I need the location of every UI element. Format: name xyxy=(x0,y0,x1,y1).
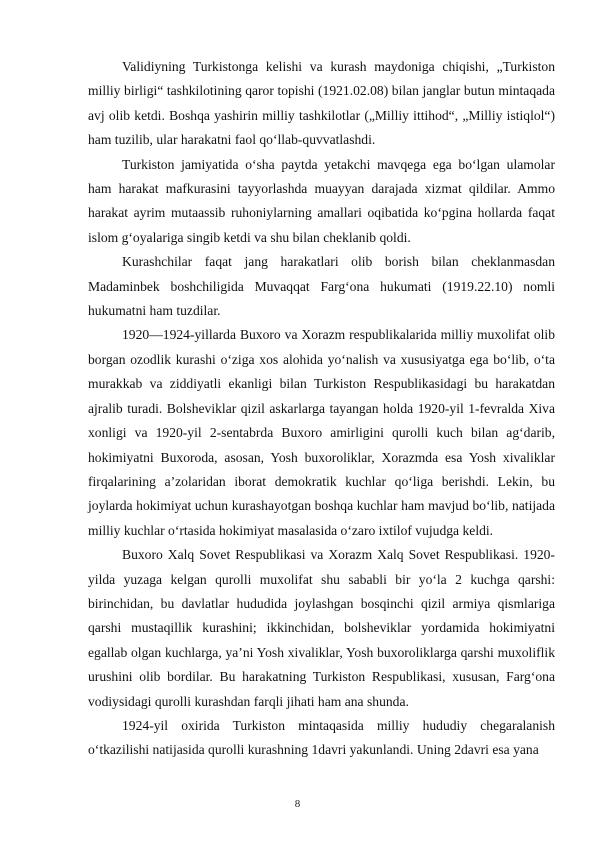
document-body xyxy=(88,55,555,763)
paragraph-xalq-sovet: Buxoro Xalq Sovet Respublikasi va Xorazm Xalq Sovet Respublikasi. 1920-yilda yuzaga kelgan qurolli muxolifat shu sababli bir yo‘la 2 kuchga qarshi: birinchidan, bu davlatlar hududida joylashgan bosqinchi qizil armiya qismlariga qarshi mustaqillik kurashini; ikkinchidan, bolsheviklar yordamida hokimiyatni egallab olgan kuchlarga, ya’ni Yosh xivaliklar, Yosh buxoroliklarga qarshi muxoliflik urushini olib bordilar. Bu harakatning Turkiston Respublikasi, xususan, Farg‘ona vodiysidagi qurolli kurashdan farqli jihati ham ana shunda. xyxy=(88,547,555,709)
paragraph-validiy: Validiyning Turkistonga kelishi va kurash maydoniga chiqishi, „Turkiston milliy birligi“ tashkilotining qaror topishi (1921.02.08) bilan janglar butun mintaqada avj olib ketdi. Boshqa yashirin milliy tashkilotlar („Milliy ittihod“, „Milliy istiqlol“) ham tuzilib, ular harakatni faol qo‘llab-quvvatlashdi. xyxy=(88,59,555,148)
paragraph-chegaralanish: 1924-yil oxirida Turkiston mintaqasida milliy hududiy chegaralanish o‘tkazilishi natijasida qurolli kurashning 1davri yakunlandi. Uning 2davri esa yana xyxy=(88,717,555,758)
page-number: 8 xyxy=(294,798,301,810)
paragraph-buxoro-xorazm: 1920—1924-yillarda Buxoro va Xorazm respublikalarida milliy muxolifat olib borgan ozodlik kurashi o‘ziga xos alohida yo‘nalish va xususiyatga ega bo‘lib, o‘ta murakkab va ziddiyatli ekanligi bilan Turkiston Respublikasidagi bu harakatdan ajralib turadi. Bolsheviklar qizil askarlarga tayangan holda 1920-yil 1-fevralda Xiva xonligi va 1920-yil 2-sentabrda Buxoro amirligini qurolli kuch bilan ag‘darib, hokimiyatni Buxoroda, asosan, Yosh buxoroliklar, Xorazmda esa Yosh xivaliklar firqalarining a’zolaridan iborat demokratik kuchlar qo‘liga berishdi. Lekin, bu joylarda hokimiyat uchun kurashayotgan boshqa kuchlar ham mavjud bo‘lib, natijada milliy kuchlar o‘rtasida hokimiyat masalasida o‘zaro ixtilof vujudga keldi. xyxy=(88,327,555,538)
paragraph-kurashchilar: Kurashchilar faqat jang harakatlari olib borish bilan cheklanmasdan Madaminbek boshchiligida Muvaqqat Farg‘ona hukumati (1919.22.10) nomli hukumatni ham tuzdilar. xyxy=(88,254,555,319)
paragraph-ulamolar: Turkiston jamiyatida o‘sha paytda yetakchi mavqega ega bo‘lgan ulamolar ham harakat mafkurasini tayyorlashda muayyan darajada xizmat qildilar. Ammo harakat ayrim mutaassib ruhoniylarning amallari oqibatida ko‘pgina hollarda faqat islom g‘oyalariga singib ketdi va shu bilan cheklanib qoldi. xyxy=(88,156,555,245)
